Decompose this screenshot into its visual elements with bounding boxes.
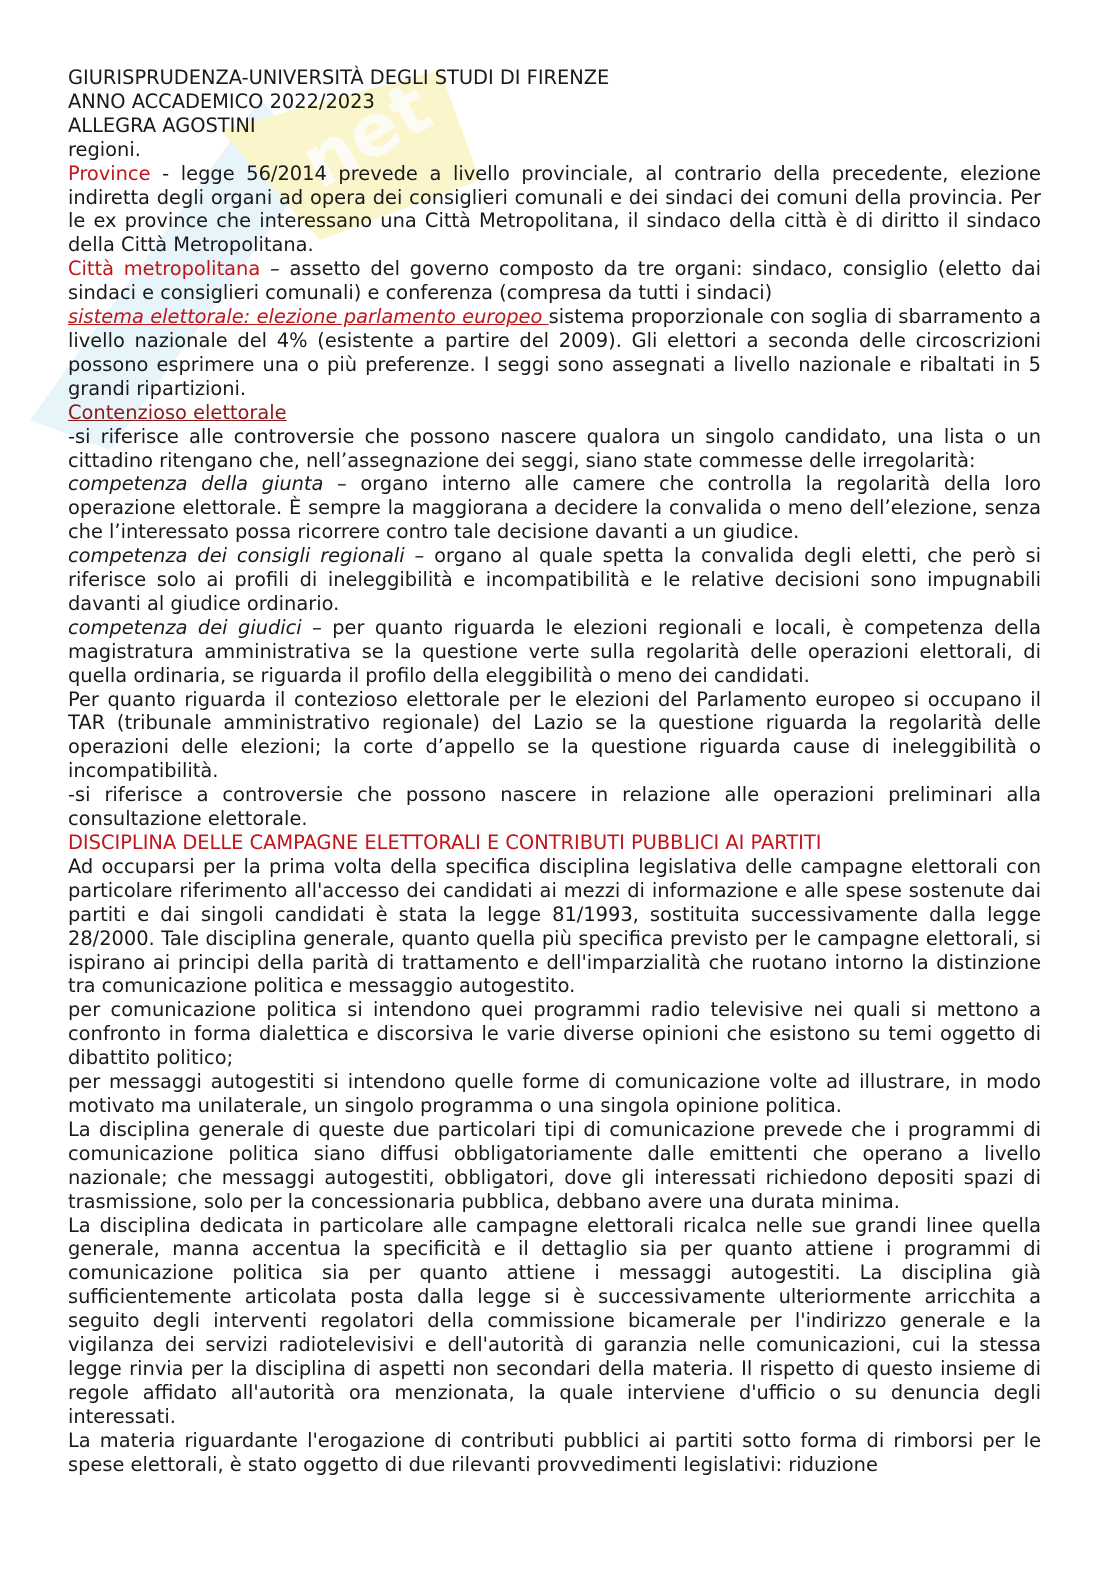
paragraph-contributi-pubblici: La materia riguardante l'erogazione di contributi pubblici ai partiti sotto forma di rimborsi per le spese elettorali, è stato oggetto di due rilevanti provvedimenti legislativi: riduzione bbox=[68, 1428, 1041, 1476]
term-sistema-elettorale: sistema elettorale: elezione parlamento europeo bbox=[68, 305, 549, 329]
term-province: Province bbox=[68, 161, 151, 185]
paragraph-campagne-elettorali: La disciplina dedicata in particolare alle campagne elettorali ricalca nelle sue grandi linee quella generale, manna accentua la specificità e il dettaglio sia per quanto attiene i programmi di comunicazione politica sia per quanto attiene i messaggi autogestiti. La disciplina già sufficientemente articolata posta dalla legge si è successivamente ulteriormente arricchita a seguito degli interventi regolatori della commissione bicamerale per l'indirizzo generale e la vigilanza dei servizi radiotelevisivi e dell'autorità di garanzia nelle comunicazioni, cui la stessa legge rinvia per la disciplina di aspetti non secondari della materia. Il rispetto di questo insieme di regole affidato all'autorità ora menzionata, la quale interviene d'ufficio o su denuncia degli interessati. bbox=[68, 1213, 1041, 1428]
paragraph-contenzioso-intro: -si riferisce alle controversie che possono nascere qualora un singolo candidato, una lista o un cittadino ritengano che, nell’assegnazione dei seggi, siano state commesse delle irregolarità: bbox=[68, 424, 1041, 472]
paragraph-text: sistema proporzionale con soglia di sbarramento a livello nazionale del 4% (esistente a partire del 2009). Gli elettori a seconda delle circoscrizioni possono esprimere una o più preferenze. I seggi sono assegnati a livello nazionale e ribaltati in 5 grandi ripartizioni. bbox=[68, 305, 1041, 400]
paragraph-text: - legge 56/2014 prevede a livello provinciale, al contrario della precedente, elezione indiretta degli organi ad opera dei consiglieri comunali e dei sindaci dei comuni della provincia. Per le ex province che interessano una Città Metropolitana, il sindaco della città è di diritto il sindaco della Città Metropolitana. bbox=[68, 161, 1041, 257]
paragraph-competenza-giunta bbox=[68, 472, 1041, 544]
paragraph-competenza-giudici bbox=[68, 616, 1041, 688]
heading-disciplina: DISCIPLINA DELLE CAMPAGNE ELETTORALI E CONTRIBUTI PUBBLICI AI PARTITI bbox=[68, 831, 822, 854]
paragraph-text: – assetto del governo composto da tre organi: sindaco, consiglio (eletto dai sindaci e consiglieri comunali) e conferenza (compresa da tutti i sindaci) bbox=[68, 257, 1041, 305]
paragraph-citta-metropolitana bbox=[68, 257, 1041, 305]
heading-contenzioso bbox=[68, 401, 1041, 425]
paragraph-text: – per quanto riguarda le elezioni regionali e locali, è competenza della magistratura amministrativa se la questione verte sulla regolarità delle operazioni elettorali, di quella ordinaria, se riguarda il profilo della eleggibilità o meno dei candidati. bbox=[68, 615, 1041, 687]
watermark-text: net bbox=[286, 64, 445, 205]
paragraph-comunicazione-politica: per comunicazione politica si intendono quei programmi radio televisive nei quali si mettono a confronto in forma dialettica e discorsiva le varie diverse opinioni che esistono su temi oggetto di dibattito politico; bbox=[68, 998, 1041, 1070]
heading-text: Contenzioso elettorale bbox=[68, 400, 287, 424]
paragraph-messaggi-autogestiti: per messaggi autogestiti si intendono quelle forme di comunicazione volte ad illustrare, in modo motivato ma unilaterale, un singolo programma o una singola opinione politica. bbox=[68, 1070, 1041, 1117]
header-university: GIURISPRUDENZA-UNIVERSITÀ DEGLI STUDI DI FIRENZE bbox=[68, 66, 610, 89]
paragraph-operazioni-preliminari: -si riferisce a controversie che possono nascere in relazione alle operazioni preliminari alla consultazione elettorale. bbox=[68, 783, 1041, 831]
header-year: ANNO ACCADEMICO 2022/2023 bbox=[68, 89, 375, 113]
term-competenza-consigli: competenza dei consigli regionali bbox=[68, 544, 405, 568]
paragraph-regioni: regioni. bbox=[68, 137, 141, 161]
paragraph-province bbox=[68, 162, 1041, 258]
document-body bbox=[68, 66, 1041, 1476]
term-competenza-giudici: competenza dei giudici bbox=[68, 615, 302, 639]
term-competenza-giunta: competenza della giunta bbox=[68, 472, 324, 496]
paragraph-competenza-consigli bbox=[68, 544, 1041, 616]
header-author: ALLEGRA AGOSTINI bbox=[68, 113, 256, 137]
paragraph-parlamento-europeo: Per quanto riguarda il contezioso elettorale per le elezioni del Parlamento europeo si occupano il TAR (tribunale amministrativo regionale) del Lazio se la questione riguarda la regolarità delle operazioni delle elezioni; la corte d’appello se la questione riguarda cause di ineleggibilità o incompatibilità. bbox=[68, 687, 1041, 783]
paragraph-text: – organo al quale spetta la convalida degli eletti, che però si riferisce solo ai profili di ineleggibilità e incompatibilità e le relative decisioni sono impugnabili davanti al giudice ordinario. bbox=[68, 544, 1041, 615]
paragraph-disciplina-generale: La disciplina generale di queste due particolari tipi di comunicazione prevede che i programmi di comunicazione politica siano diffusi obbligatoriamente dalle emittenti che operano a livello nazionale; che messaggi autogestiti, obbligatori, dove gli interessati richiedono depositi spazi di trasmissione, solo per la concessionaria pubblica, debbano avere una durata minima. bbox=[68, 1117, 1041, 1213]
paragraph-disciplina-intro: Ad occuparsi per la prima volta della specifica disciplina legislativa delle campagne elettorali con particolare riferimento all'accesso dei candidati ai mezzi di informazione e alle spese sostenute dai partiti e dai singoli candidati è stata la legge 81/1993, sostituita successivamente dalla legge 28/2000. Tale disciplina generale, quanto quella più specifica previsto per le campagne elettorali, si ispirano ai principi della parità di trattamento e dell'imparzialità che ruotano intorno la distinzione tra comunicazione politica e messaggio autogestito. bbox=[68, 854, 1041, 998]
term-citta-metropolitana: Città metropolitana bbox=[68, 257, 261, 281]
paragraph-text: – organo interno alle camere che controlla la regolarità della loro operazione elettorale. È sempre la maggiorana a decidere la convalida o meno dell’elezione, senza che l’interessato possa ricorrere contro tale decisione davanti a un giudice. bbox=[68, 472, 1041, 544]
paragraph-sistema-elettorale bbox=[68, 305, 1041, 401]
